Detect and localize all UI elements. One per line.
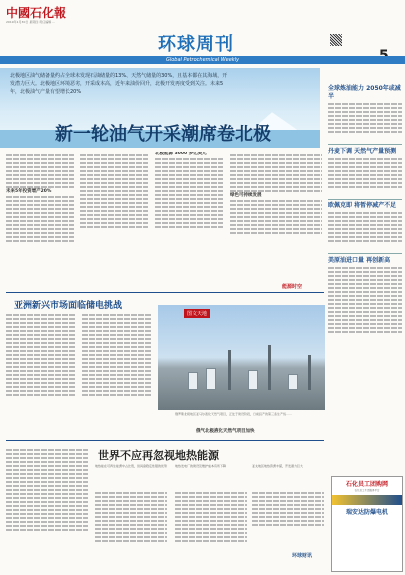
article-column <box>6 447 88 572</box>
masthead-logo: 中國石化報 <box>6 6 67 20</box>
footer-logo: 环球财讯 <box>292 553 313 559</box>
subhead: 北极能源 3000 多亿美元 <box>155 152 207 156</box>
subhead: 绿色可持续发展 <box>230 193 262 198</box>
article-column <box>252 490 324 548</box>
article-column <box>6 312 76 437</box>
article-column <box>82 312 152 437</box>
hero-intro: 北极地区油气储备量约占全球未发现石油储量的13%、天然气储量的30%，且基本都在其海域，开发潜力巨大。北极地区环境恶劣，开采成本高，近年来油价回升，北极开发再度受到关注。未来5年，北极油气产量有望增长20% <box>10 73 228 95</box>
story3-headline[interactable]: 世界不应再忽视地热能源 <box>98 449 219 462</box>
advertisement[interactable] <box>331 476 403 572</box>
ad-title: 瑞安达防爆电机 <box>345 509 388 516</box>
ad-title: 石化员工团购网 <box>345 481 388 488</box>
section-divider <box>6 292 324 293</box>
article-column <box>155 152 223 282</box>
article-column <box>175 490 247 570</box>
ad-banner-graphic <box>332 495 402 505</box>
section-band <box>0 56 405 64</box>
photo-caption: 俄罗斯北极地区亚马尔液化天然气项目，正处于建设阶段，日前投产的第三条生产线…… <box>175 412 293 416</box>
photo-title: 俄气北极液化天然气项目加快 <box>196 429 255 434</box>
ad-subtitle: 石化员工生活服务平台 <box>354 489 380 492</box>
lng-plant-photo <box>158 305 325 410</box>
article-column <box>230 152 322 277</box>
story3-bullet: 亚太地区地热资源丰富，开发潜力巨大 <box>252 464 304 468</box>
sidebar-headline[interactable]: 美原油进口量 再创新高 <box>328 256 391 264</box>
photo-tag: 图文天地 <box>184 309 210 318</box>
hero-headline: 新一轮油气开采潮席卷北极 <box>55 124 271 145</box>
section-band-text: Global Petrochemical Weekly <box>165 57 240 63</box>
story3-bullet: 地热发电厂的建设及维护成本有所下降 <box>175 464 227 468</box>
masthead-date: 2019年1月30日 星期四 责任编辑 … <box>6 20 56 24</box>
news-sidebar <box>328 85 402 355</box>
sidebar-headline[interactable]: 欧佩克即 将暂停减产不足 <box>328 202 397 209</box>
article-column <box>80 152 148 282</box>
story3-bullet: 地热能在可再生能源中占比低，但具备稳定性强的优势 <box>95 464 168 468</box>
subhead: 未来5年投资增产20% <box>6 189 52 194</box>
energy-column-logo: 能源时空 <box>282 284 303 290</box>
qr-code-icon <box>330 34 342 46</box>
article-column <box>95 490 167 570</box>
sidebar-headline[interactable]: 全球炼油能力 2050年或减半 <box>328 85 401 100</box>
article-column <box>6 152 74 292</box>
sidebar-headline[interactable]: 丹麦下调 天然气产量预测 <box>328 147 397 155</box>
section-divider <box>6 440 324 441</box>
story2-headline[interactable]: 亚洲新兴市场面临储电挑战 <box>14 301 123 311</box>
section-title: 环球周刊 <box>158 34 234 55</box>
